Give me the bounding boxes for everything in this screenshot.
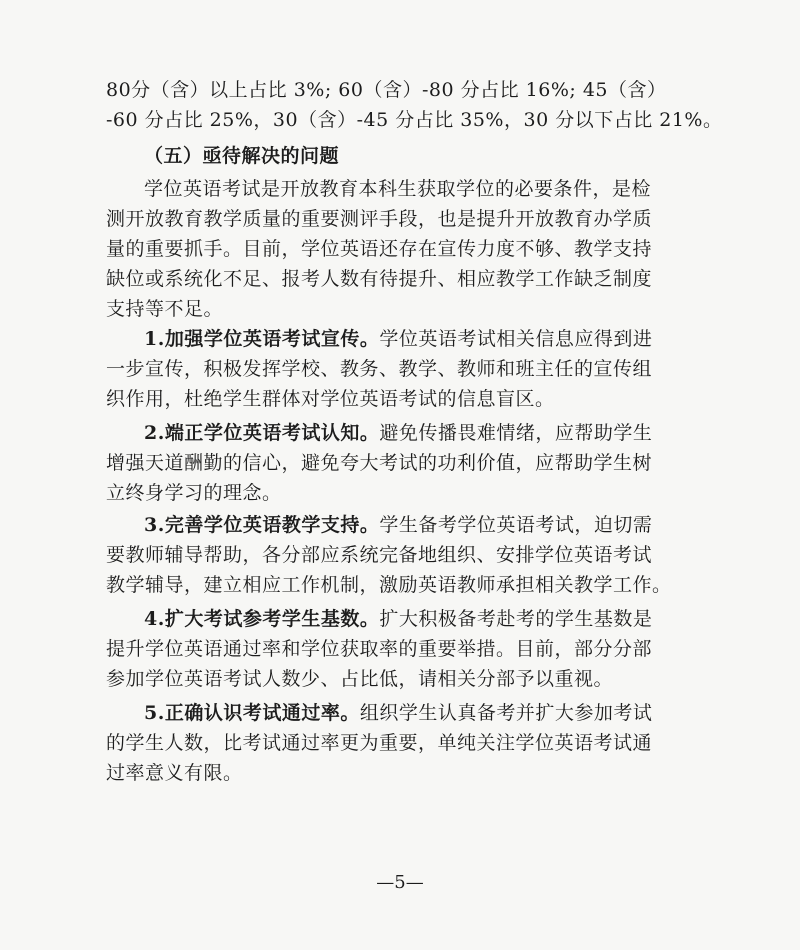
- point-1-title: 1.加强学位英语考试宣传。: [144, 328, 380, 350]
- point-4-text: 扩大积极备考赴考的学生基数是: [379, 608, 653, 630]
- point-3-title: 3.完善学位英语教学支持。: [144, 514, 380, 536]
- point-5-line-2: 的学生人数，比考试通过率更为重要，单纯关注学位英语考试通: [106, 732, 653, 754]
- point-5-title: 5.正确认识考试通过率。: [144, 702, 360, 724]
- text-line-1: 80分（含）以上占比 3%; 60（含）-80 分占比 16%; 45（含）: [106, 79, 667, 101]
- point-1-line-1: [144, 326, 702, 352]
- point-1-line-3: 织作用，杜绝学生群体对学位英语考试的信息盲区。: [106, 388, 555, 410]
- section-heading: （五）亟待解决的问题: [144, 145, 340, 167]
- text-line-2: -60 分占比 25%，30（含）-45 分占比 35%，30 分以下占比 21%。: [106, 109, 723, 131]
- page-number: —5—: [376, 872, 424, 893]
- point-4-line-3: 参加学位英语考试人数少、占比低，请相关分部予以重视。: [106, 668, 614, 690]
- point-2-line-2: 增强天道酬勤的信心，避免夸大考试的功利价值，应帮助学生树: [106, 452, 653, 474]
- point-5-text: 组织学生认真备考并扩大参加考试: [359, 702, 653, 724]
- point-5-line-1: [144, 700, 702, 726]
- point-3-line-2: 要教师辅导帮助，各分部应系统完备地组织、安排学位英语考试: [106, 544, 653, 566]
- point-3-line-1: [144, 512, 702, 538]
- point-1-line-2: 一步宣传，积极发挥学校、教务、教学、教师和班主任的宣传组: [106, 358, 653, 380]
- point-2-text: 避免传播畏难情绪，应帮助学生: [379, 422, 653, 444]
- point-3-line-3: 教学辅导，建立相应工作机制，激励英语教师承担相关教学工作。: [106, 574, 672, 596]
- point-5-line-3: 过率意义有限。: [106, 762, 243, 784]
- point-4-line-1: [144, 606, 702, 632]
- point-3-text: 学生备考学位英语考试，迫切需: [379, 514, 653, 536]
- paragraph-1-line-2: 测开放教育教学质量的重要测评手段，也是提升开放教育办学质: [106, 208, 653, 230]
- point-2-title: 2.端正学位英语考试认知。: [144, 422, 380, 444]
- paragraph-1-line-4: 缺位或系统化不足、报考人数有待提升、相应教学工作缺乏制度: [106, 268, 653, 290]
- point-1-text: 学位英语考试相关信息应得到进: [379, 328, 653, 350]
- point-4-line-2: 提升学位英语通过率和学位获取率的重要举措。目前，部分分部: [106, 638, 653, 660]
- paragraph-1-line-1: 学位英语考试是开放教育本科生获取学位的必要条件，是检: [144, 178, 652, 200]
- point-2-line-3: 立终身学习的理念。: [106, 482, 282, 504]
- point-4-title: 4.扩大考试参考学生基数。: [144, 608, 380, 630]
- paragraph-1-line-5: 支持等不足。: [106, 298, 224, 320]
- point-2-line-1: [144, 420, 702, 446]
- paragraph-1-line-3: 量的重要抓手。目前，学位英语还存在宣传力度不够、教学支持: [106, 238, 653, 260]
